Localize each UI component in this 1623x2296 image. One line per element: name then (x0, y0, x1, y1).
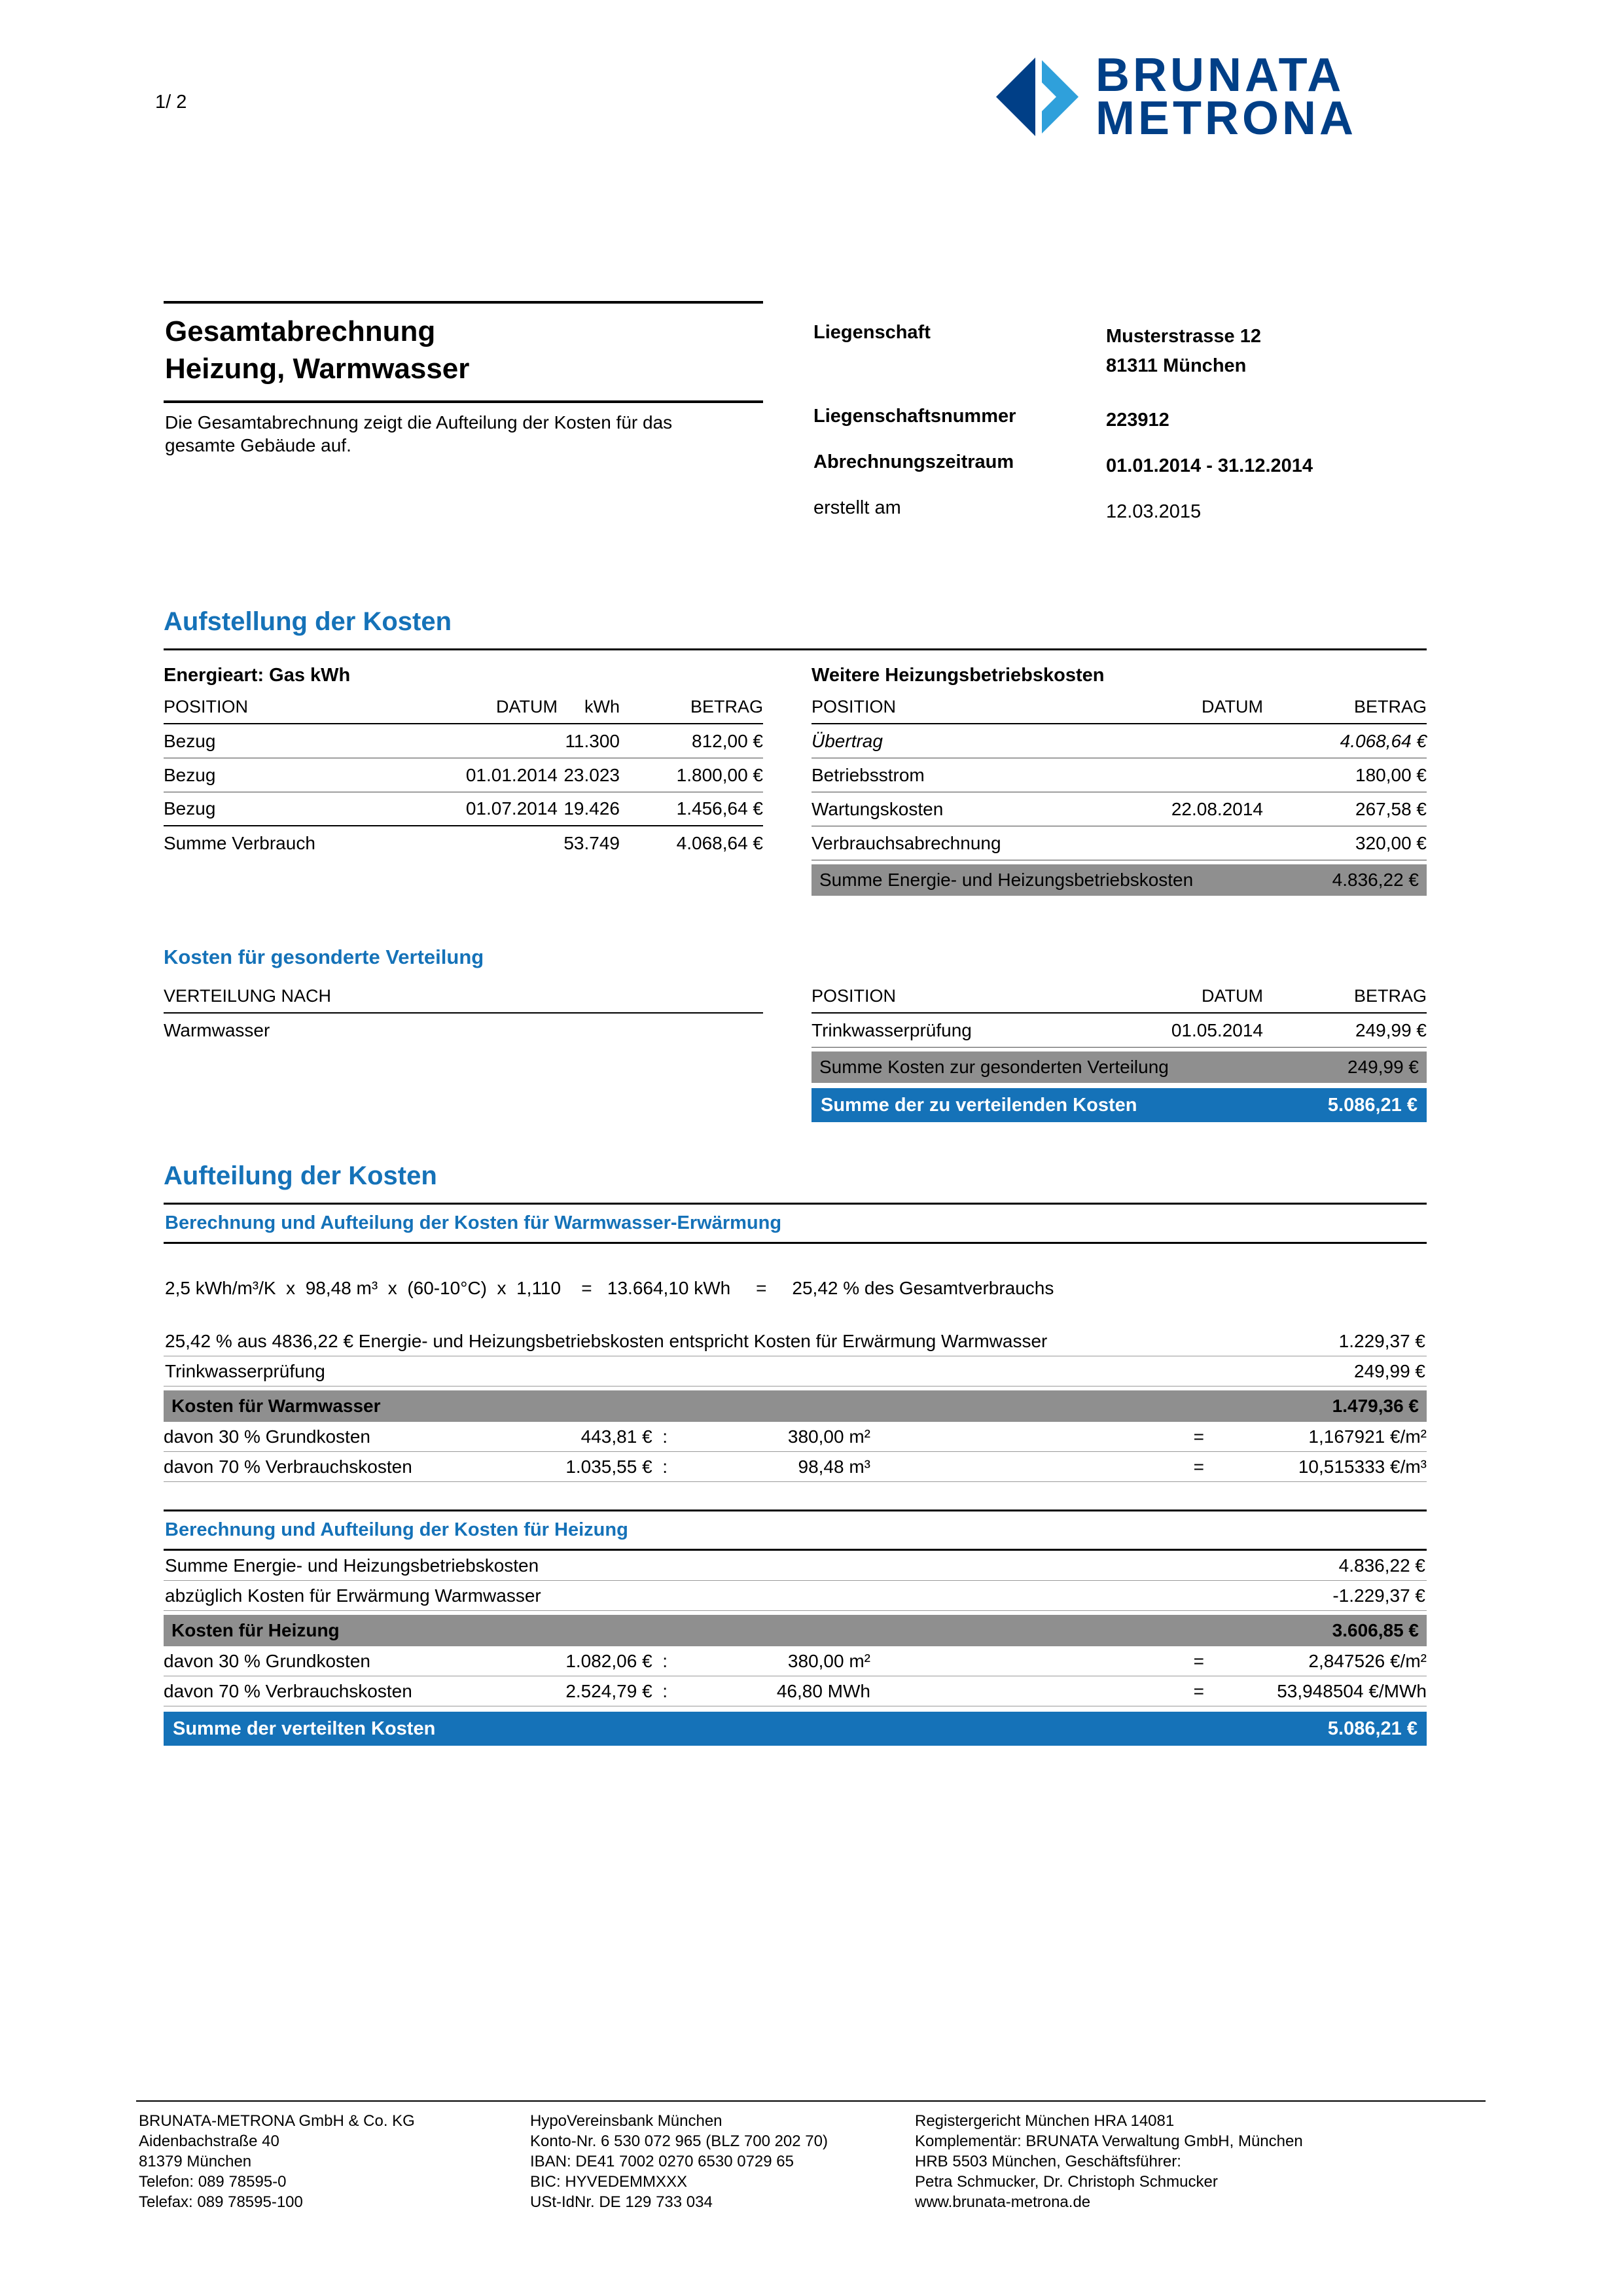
total-row-zu-verteilende-kosten (812, 1088, 1427, 1122)
calc-heading-heizung: Berechnung und Aufteilung der Kosten für Heizung (164, 1510, 1427, 1551)
sum-row-kosten-warmwasser (164, 1390, 1427, 1422)
cell-datum: 01.07.2014 (465, 798, 558, 819)
footer-line: Telefax: 089 78595-100 (139, 2193, 303, 2211)
cell-position: Betriebsstrom (812, 764, 925, 785)
cell-position: Wartungskosten (812, 798, 944, 819)
detail-row (164, 1676, 1427, 1706)
divider (164, 648, 1427, 650)
detail-row (164, 1646, 1427, 1676)
footer-address-column (136, 2111, 530, 2212)
col-header-position: POSITION (812, 697, 897, 716)
company-footer (136, 2100, 1486, 2212)
cell-position: Bezug (164, 764, 216, 785)
cost-label: Summe Energie- und Heizungsbetriebskosten (165, 1555, 539, 1576)
detail-row (164, 1422, 1427, 1452)
title-line-2: Heizung, Warmwasser (165, 353, 470, 385)
meta-value-line: Musterstrasse 12 (1106, 326, 1261, 347)
meta-value: 12.03.2015 (1106, 501, 1202, 522)
sum-betrag: 249,99 € (1347, 1057, 1419, 1077)
detail-amount: 1.035,55 € : (565, 1456, 668, 1477)
table-sum-row (164, 826, 763, 860)
col-header-position: POSITION (812, 986, 897, 1006)
footer-line: www.brunata-metrona.de (915, 2193, 1091, 2211)
col-header-betrag: BETRAG (1353, 986, 1427, 1006)
meta-row-abrechnungszeitraum (813, 451, 1429, 481)
detail-row (164, 1452, 1427, 1482)
detail-label: davon 70 % Verbrauchskosten (164, 1456, 412, 1477)
footer-line: Petra Schmucker, Dr. Christoph Schmucker (915, 2173, 1218, 2191)
detail-equals: = (1193, 1680, 1204, 1701)
cost-row (164, 1551, 1427, 1581)
cell-betrag: 4.068,64 € (676, 833, 763, 853)
footer-line: 81379 München (139, 2153, 252, 2170)
cell-betrag: 267,58 € (1355, 798, 1427, 819)
meta-row-liegenschaftsnummer (813, 406, 1429, 435)
brunata-diamond-icon (995, 54, 1080, 139)
total-label: Summe der zu verteilenden Kosten (821, 1094, 1137, 1116)
logo-word-2: METRONA (1096, 92, 1357, 145)
col-header-verteilung-nach: VERTEILUNG NACH (164, 986, 763, 1014)
cell-position: Übertrag (812, 730, 883, 751)
table-title: Weitere Heizungsbetriebskosten (812, 665, 1105, 686)
meta-label: Abrechnungszeitraum (813, 451, 1014, 472)
cell-betrag: 1.456,64 € (676, 798, 763, 819)
footer-bank-column (530, 2111, 915, 2212)
total-row-verteilte-kosten (164, 1712, 1427, 1746)
title-line-1: Gesamtabrechnung (165, 315, 436, 347)
detail-result: 10,515333 €/m³ (1298, 1456, 1427, 1477)
table-header-row (164, 697, 763, 724)
cell-betrag: 1.800,00 € (676, 764, 763, 785)
footer-line: Aidenbachstraße 40 (139, 2132, 279, 2150)
page-number: 1/ 2 (155, 92, 187, 113)
table-row (812, 826, 1427, 860)
meta-value: 01.01.2014 - 31.12.2014 (1106, 455, 1313, 476)
warmwasser-formula: 2,5 kWh/m³/K x 98,48 m³ x (60-10°C) x 1,110 = 13.664,10 kWh = 25,42 % des Gesamtverbrauchs (165, 1278, 1054, 1298)
footer-line: BIC: HYVEDEMMXXX (530, 2173, 688, 2191)
cell-position: Verbrauchsabrechnung (812, 832, 1001, 853)
sum-row-betriebskosten (812, 864, 1427, 896)
detail-equals: = (1193, 1426, 1204, 1447)
energy-table (164, 657, 763, 896)
logo-word-1: BRUNATA (1096, 49, 1345, 101)
table-title: Energieart: Gas kWh (164, 665, 351, 686)
table-row (812, 1014, 1427, 1048)
cost-betrag: 249,99 € (1354, 1360, 1425, 1381)
costs-overview-section (164, 607, 1427, 896)
detail-divisor: 46,80 MWh (776, 1680, 870, 1701)
table-row (812, 758, 1427, 792)
cell-betrag: 4.068,64 € (1340, 730, 1427, 751)
total-label: Summe der verteilten Kosten (173, 1718, 436, 1739)
footer-line: Komplementär: BRUNATA Verwaltung GmbH, München (915, 2132, 1303, 2150)
detail-label: davon 30 % Grundkosten (164, 1650, 370, 1671)
detail-amount: 1.082,06 € : (565, 1650, 668, 1671)
meta-value (1106, 322, 1429, 381)
cost-row (164, 1326, 1427, 1356)
footer-line: Telefon: 089 78595-0 (139, 2173, 287, 2191)
meta-row-liegenschaft (813, 322, 1429, 381)
detail-result: 1,167921 €/m² (1308, 1426, 1427, 1447)
meta-label: erstellt am (813, 497, 901, 518)
detail-result: 2,847526 €/m² (1308, 1650, 1427, 1671)
cost-label: 25,42 % aus 4836,22 € Energie- und Heizungsbetriebskosten entspricht Kosten für Erwärmung Warmwasser (165, 1330, 1048, 1351)
table-row (164, 1014, 763, 1048)
detail-divisor: 380,00 m² (787, 1426, 870, 1447)
meta-row-erstellt-am (813, 497, 1429, 527)
meta-value: 223912 (1106, 410, 1169, 431)
col-header-datum: DATUM (1202, 986, 1263, 1006)
col-header-kwh: kWh (584, 697, 620, 716)
table-header-row (812, 986, 1427, 1014)
meta-label: Liegenschaftsnummer (813, 406, 1016, 427)
separate-distribution-section (164, 945, 1427, 1122)
meta-label: Liegenschaft (813, 322, 931, 343)
table-row (812, 792, 1427, 826)
col-header-position: POSITION (164, 697, 249, 716)
table-row (164, 724, 763, 758)
cell-betrag: 812,00 € (692, 730, 763, 751)
sum-label: Kosten für Warmwasser (171, 1396, 381, 1416)
table-row (164, 792, 763, 826)
sum-betrag: 3.606,85 € (1332, 1620, 1419, 1640)
sum-label: Summe Kosten zur gesonderten Verteilung (819, 1057, 1169, 1077)
detail-equals: = (1193, 1650, 1204, 1671)
footer-line: Registergericht München HRA 14081 (915, 2112, 1175, 2130)
cost-label: abzüglich Kosten für Erwärmung Warmwasser (165, 1585, 541, 1606)
property-info (813, 322, 1429, 543)
sum-betrag: 1.479,36 € (1332, 1396, 1419, 1416)
cell-betrag: 249,99 € (1355, 1019, 1427, 1040)
operating-costs-table (812, 657, 1427, 896)
cost-label: Trinkwasserprüfung (165, 1360, 325, 1381)
cost-betrag: 1.229,37 € (1338, 1330, 1425, 1351)
document-title (164, 304, 763, 400)
total-betrag: 5.086,21 € (1327, 1718, 1418, 1739)
footer-line: BRUNATA-METRONA GmbH & Co. KG (139, 2112, 415, 2130)
sum-row-kosten-heizung (164, 1615, 1427, 1646)
footer-register-column (915, 2111, 1486, 2212)
footer-line: IBAN: DE41 7002 0270 6530 0729 65 (530, 2153, 794, 2170)
detail-divisor: 98,48 m³ (798, 1456, 870, 1477)
cost-row (164, 1356, 1427, 1386)
section-heading: Aufstellung der Kosten (164, 607, 452, 636)
sum-label: Summe Energie- und Heizungsbetriebskosten (819, 870, 1194, 890)
cell-datum: 01.05.2014 (1171, 1019, 1263, 1040)
detail-label: davon 70 % Verbrauchskosten (164, 1680, 412, 1701)
table-header-row (812, 697, 1427, 724)
col-header-betrag: BETRAG (690, 697, 763, 716)
detail-amount: 2.524,79 € : (565, 1680, 668, 1701)
footer-line: HRB 5503 München, Geschäftsführer: (915, 2153, 1181, 2170)
col-header-betrag: BETRAG (1353, 697, 1427, 716)
brand-logo (995, 49, 1357, 145)
table-row (812, 724, 1427, 758)
title-description: Die Gesamtabrechnung zeigt die Aufteilung der Kosten für das gesamte Gebäude auf. (165, 412, 673, 455)
detail-divisor: 380,00 m² (787, 1650, 870, 1671)
meta-value-line: 81311 München (1106, 355, 1247, 376)
document-title-block (164, 301, 763, 457)
distribution-table (164, 986, 763, 1122)
subsection-heading: Kosten für gesonderte Verteilung (164, 945, 484, 968)
footer-line: Konto-Nr. 6 530 072 965 (BLZ 700 202 70) (530, 2132, 828, 2150)
sum-betrag: 4.836,22 € (1332, 870, 1419, 890)
cost-allocation-section (164, 1161, 1427, 1746)
cell-position: Summe Verbrauch (164, 833, 315, 853)
detail-equals: = (1193, 1456, 1204, 1477)
divider (164, 400, 763, 403)
table-row (164, 758, 763, 792)
section-heading: Aufteilung der Kosten (164, 1161, 437, 1190)
cell-datum: 01.01.2014 (465, 764, 558, 785)
cell-kwh: 23.023 (563, 764, 620, 785)
cell-position: Bezug (164, 730, 216, 751)
separate-costs-table (812, 986, 1427, 1122)
calc-heading-warmwasser: Berechnung und Aufteilung der Kosten für Warmwasser-Erwärmung (164, 1203, 1427, 1244)
col-header-datum: DATUM (496, 697, 558, 716)
cost-betrag: 4.836,22 € (1338, 1555, 1425, 1576)
footer-line: USt-IdNr. DE 129 733 034 (530, 2193, 713, 2211)
col-header-datum: DATUM (1202, 697, 1263, 716)
logo-wordmark (1096, 49, 1357, 145)
sum-label: Kosten für Heizung (171, 1620, 340, 1640)
detail-label: davon 30 % Grundkosten (164, 1426, 370, 1447)
cell-position: Trinkwasserprüfung (812, 1019, 972, 1040)
footer-line: HypoVereinsbank München (530, 2112, 722, 2130)
cell-betrag: 320,00 € (1355, 832, 1427, 853)
detail-amount: 443,81 € : (580, 1426, 668, 1447)
total-betrag: 5.086,21 € (1327, 1094, 1418, 1116)
cell-position: Bezug (164, 798, 216, 819)
cell-datum: 22.08.2014 (1171, 798, 1263, 819)
cell-kwh: 19.426 (563, 798, 620, 819)
cell-kwh: 53.749 (563, 833, 620, 853)
sum-row-gesondert (812, 1051, 1427, 1083)
cell-betrag: 180,00 € (1355, 764, 1427, 785)
cost-row (164, 1581, 1427, 1611)
cell-verteilung: Warmwasser (164, 1020, 270, 1040)
detail-result: 53,948504 €/MWh (1277, 1680, 1427, 1701)
cell-kwh: 11.300 (565, 730, 620, 751)
cost-betrag: -1.229,37 € (1332, 1585, 1425, 1606)
